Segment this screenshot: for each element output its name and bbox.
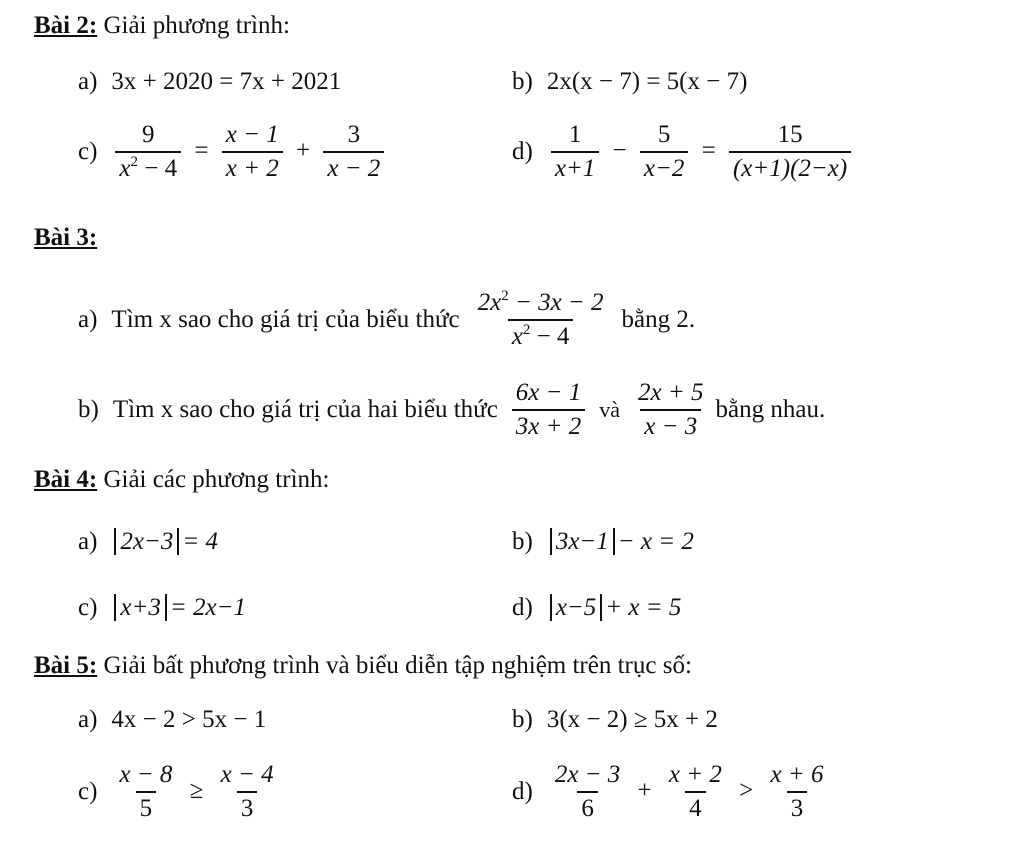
problem-text-end: bằng nhau. (715, 396, 826, 423)
bai2-item-a (78, 52, 341, 112)
bai5-title: Bài 5: (34, 652, 98, 679)
conjunction: và (599, 397, 621, 422)
bai5-item-b (512, 690, 718, 750)
operator: = (194, 136, 209, 164)
denominator: x (511, 323, 523, 350)
item-label: b) (512, 706, 533, 733)
denominator: x + 2 (222, 151, 283, 183)
numerator: 6x − 1 (515, 379, 582, 406)
problem-text: Tìm x sao cho giá trị của hai biểu thức (112, 396, 498, 423)
numerator: 2x (477, 289, 502, 316)
bai2-heading (34, 12, 290, 40)
bai5-heading (34, 652, 692, 680)
fraction (766, 761, 827, 823)
numerator: 5 (657, 121, 671, 148)
bai2-item-c (78, 122, 388, 182)
absolute-value: x+3 (114, 594, 166, 621)
fraction (115, 761, 176, 823)
absolute-value: 3x−1 (550, 528, 615, 555)
fraction (512, 379, 585, 441)
item-label: b) (512, 528, 533, 555)
item-label: c) (78, 138, 98, 165)
item-label: d) (512, 594, 533, 621)
denominator: x − 2 (323, 151, 384, 183)
bai5-item-c (78, 762, 282, 822)
bai3-item-b (78, 380, 825, 440)
inequality: 4x − 2 > 5x − 1 (111, 706, 267, 733)
bai2-subtitle: Giải phương trình: (97, 12, 290, 39)
fraction (222, 121, 283, 183)
numerator: x + 6 (770, 761, 824, 788)
absolute-value: x−5 (550, 594, 602, 621)
fraction (729, 121, 851, 183)
fraction (634, 379, 707, 441)
denominator: 5 (136, 791, 157, 823)
denominator: x (119, 155, 131, 182)
equation-rest: − x = 2 (617, 528, 694, 555)
exponent: 2 (130, 154, 139, 170)
fraction (115, 121, 181, 183)
bai5-item-a (78, 690, 266, 750)
denominator: x+1 (551, 151, 599, 183)
operator: + (295, 136, 311, 164)
equation (547, 528, 694, 556)
numerator: 1 (568, 121, 582, 148)
bai5-subtitle: Giải bất phương trình và biểu diễn tập nghiệm trên trục số: (97, 652, 692, 679)
equation (547, 121, 855, 183)
inequality (547, 761, 832, 823)
bai4-subtitle: Giải các phương trình: (97, 466, 330, 493)
operator: + (637, 776, 652, 804)
inequality (111, 761, 281, 823)
bai3-title: Bài 3: (34, 224, 98, 251)
denominator: 3x + 2 (512, 409, 585, 441)
numerator-rest: − 3x − 2 (508, 289, 604, 316)
problem-text-end: bằng 2. (621, 306, 696, 333)
equation-rest: = 4 (182, 528, 219, 555)
denominator: 6 (577, 791, 598, 823)
bai3-item-a (78, 290, 695, 350)
equation: 3x + 2020 = 7x + 2021 (111, 68, 342, 95)
item-label: b) (78, 396, 99, 423)
item-label: c) (78, 594, 98, 621)
numerator: 2x + 5 (638, 379, 704, 406)
numerator: x − 8 (119, 761, 173, 788)
numerator: x + 2 (668, 761, 722, 788)
fraction (551, 121, 599, 183)
bai4-heading (34, 466, 329, 494)
operator: > (739, 776, 754, 804)
item-label: a) (78, 68, 98, 95)
equation: 2x(x − 7) = 5(x − 7) (546, 68, 748, 95)
numerator: x − 4 (220, 761, 274, 788)
bai4-item-a (78, 512, 218, 572)
operator: − (612, 136, 627, 164)
bai5-item-d (512, 762, 831, 822)
problem-text: Tìm x sao cho giá trị của biểu thức (111, 306, 460, 333)
equation (111, 121, 388, 183)
denominator: 4 (685, 791, 706, 823)
item-label: a) (78, 528, 98, 555)
expression-1 (508, 379, 589, 441)
exponent: 2 (522, 322, 531, 338)
inequality: 3(x − 2) ≥ 5x + 2 (546, 706, 718, 733)
denominator: 3 (237, 791, 258, 823)
bai4-item-c (78, 578, 246, 638)
equation (111, 594, 246, 622)
bai3-heading (34, 224, 97, 252)
denominator: 3 (787, 791, 808, 823)
fraction (474, 289, 608, 351)
exponent: 2 (501, 288, 509, 304)
equation-rest: + x = 5 (605, 594, 682, 621)
item-label: c) (78, 778, 98, 805)
fraction (217, 761, 278, 823)
numerator: 15 (777, 121, 803, 148)
denominator-rest: − 4 (530, 323, 570, 350)
fraction (665, 761, 726, 823)
operator: ≥ (189, 776, 204, 804)
bai2-item-b (512, 52, 747, 112)
equation-rest: = 2x−1 (169, 594, 246, 621)
item-label: a) (78, 306, 98, 333)
item-label: a) (78, 706, 98, 733)
bai4-item-d (512, 578, 681, 638)
fraction (640, 121, 688, 183)
expression (470, 289, 612, 351)
item-label: d) (512, 138, 533, 165)
denominator: x − 3 (640, 409, 701, 441)
denominator-rest: − 4 (138, 155, 178, 182)
denominator: (x+1)(2−x) (729, 151, 851, 183)
numerator: 2x − 3 (554, 761, 621, 788)
bai2-item-d (512, 122, 855, 182)
numerator: x − 1 (225, 121, 279, 148)
fraction (551, 761, 624, 823)
equation (111, 528, 218, 556)
numerator: 3 (347, 121, 361, 148)
bai2-title: Bài 2: (34, 12, 98, 39)
numerator: 9 (142, 121, 155, 148)
equation (547, 594, 682, 622)
bai4-item-b (512, 512, 694, 572)
absolute-value: 2x−3 (114, 528, 179, 555)
operator: = (701, 136, 716, 164)
item-label: d) (512, 778, 533, 805)
fraction (323, 121, 384, 183)
denominator: x−2 (640, 151, 688, 183)
expression-2 (630, 379, 711, 441)
item-label: b) (512, 68, 533, 95)
bai4-title: Bài 4: (34, 466, 98, 493)
